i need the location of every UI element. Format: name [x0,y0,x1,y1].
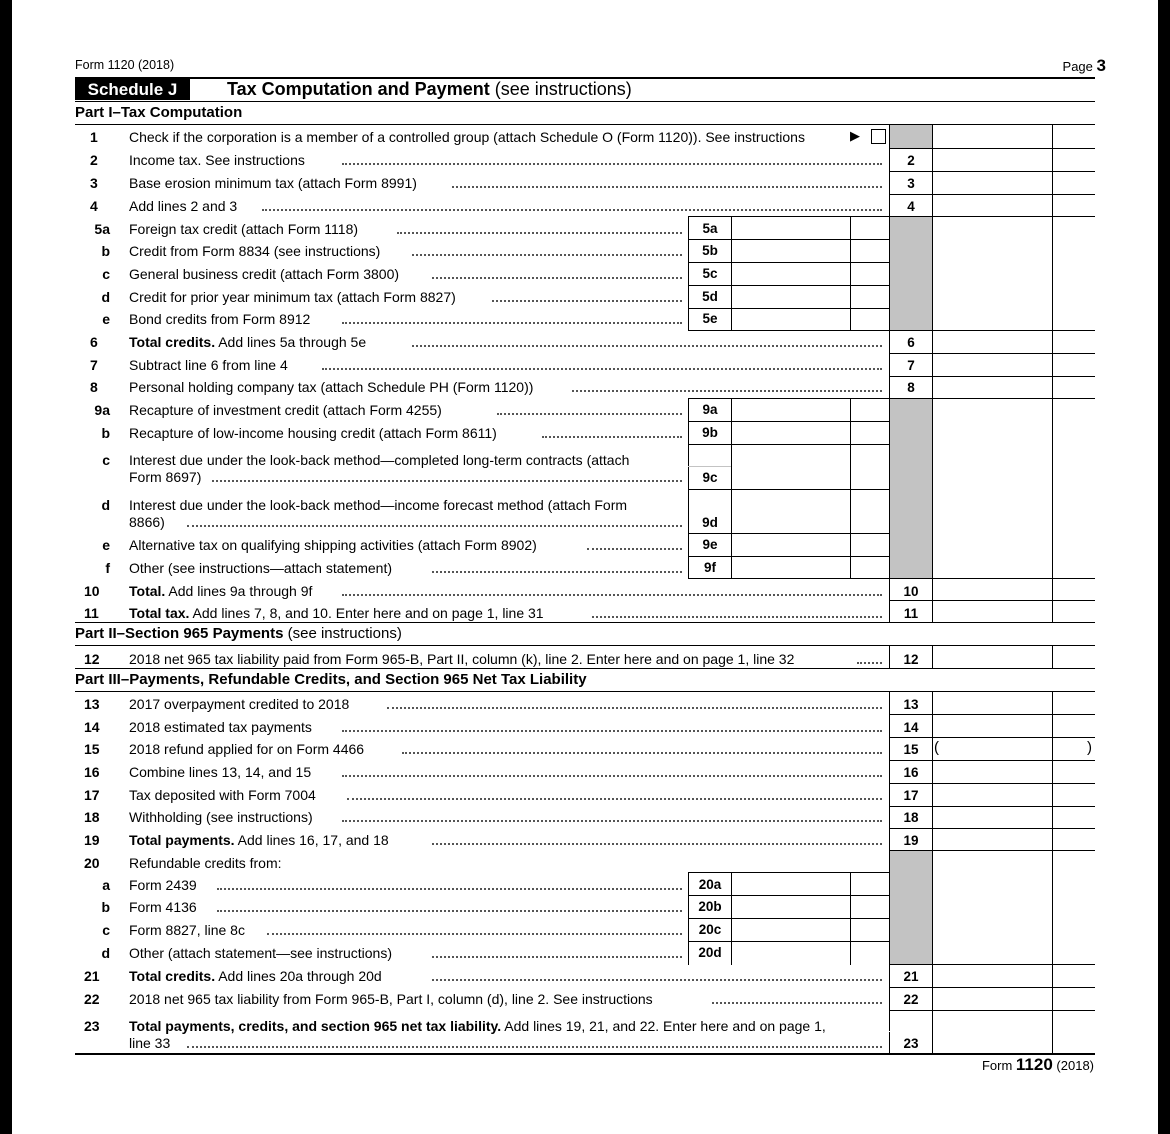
line-5b-label: Credit from Form 8834 (see instructions) [129,243,381,259]
line-18-box: 18 [903,810,919,825]
line-2-label: Income tax. See instructions [129,152,305,168]
line-20d-label: Other (attach statement—see instructions) [129,945,392,961]
line-2-box: 2 [907,153,915,168]
line-9b-box: 9b [702,425,718,440]
line-20c-label: Form 8827, line 8c [129,922,245,938]
line-7-num: 7 [90,357,98,373]
line-3-label: Base erosion minimum tax (attach Form 8991) [129,175,417,191]
line-2-num: 2 [90,152,98,168]
line-7-label: Subtract line 6 from line 4 [129,357,288,373]
line-17-box: 17 [903,788,919,803]
line-11-amount[interactable] [933,601,1052,622]
line-5b-box: 5b [702,243,718,258]
arrow-icon: ▶ [850,128,860,143]
line-5d-box: 5d [702,289,718,304]
line-15-close-paren: ) [1087,739,1092,756]
line-23-label: Total payments, credits, and section 965 net tax liability. Add lines 19, 21, and 22. Enter here and on page 1, line 33 [129,1018,826,1051]
line-1-label: Check if the corporation is a member of a controlled group (attach Schedule O (Form 1120)). See instructions [129,129,805,145]
line-9c-amount[interactable] [732,445,850,489]
line-5c-num: c [102,266,110,282]
line-5a-box: 5a [702,221,718,236]
line-16-label: Combine lines 13, 14, and 15 [129,764,312,780]
line-23-amount[interactable] [933,1011,1052,1053]
line-21-num: 21 [84,968,100,984]
line-5c-label: General business credit (attach Form 3800) [129,266,400,282]
line-16-num: 16 [84,764,100,780]
line-5c-amount[interactable] [732,263,850,285]
line-11-label: Total tax. Add lines 7, 8, and 10. Enter here and on page 1, line 31 [129,605,544,621]
line-11-box: 11 [903,606,919,621]
line-9c-label: Interest due under the look-back method—completed long-term contracts (attach Form 8697) [129,452,630,485]
line-22-label: 2018 net 965 tax liability from Form 965-B, Part I, column (d), line 2. See instructions [129,991,653,1007]
line-10-label: Total. Add lines 9a through 9f [129,583,313,599]
line-16-box: 16 [903,765,919,780]
line-3-num: 3 [90,175,98,191]
line-21-amount[interactable] [933,965,1052,987]
line-23-box: 23 [903,1036,919,1051]
line-5e-amount[interactable] [732,309,850,330]
line-22-num: 22 [84,991,100,1007]
line-9d-amount[interactable] [732,490,850,533]
line-13-amount[interactable] [933,692,1052,714]
line-14-amount[interactable] [933,715,1052,737]
line-7-box: 7 [907,358,915,373]
line-9f-amount[interactable] [732,557,850,578]
line-15-open-paren: ( [934,739,939,756]
line-20d-num: d [101,945,110,961]
line-18-num: 18 [84,809,100,825]
line-2-cents[interactable] [1053,149,1095,171]
line-5c-box: 5c [702,266,718,281]
line-9e-box: 9e [702,537,718,552]
line-5d-amount[interactable] [732,286,850,308]
form-id: Form 1120 (2018) [75,58,175,72]
line-20b-box: 20b [698,899,722,914]
line-9b-amount[interactable] [732,422,850,444]
line-12-label: 2018 net 965 tax liability paid from Form 965-B, Part II, column (k), line 2. Enter here and on page 1, line 32 [129,651,795,667]
line-5e-label: Bond credits from Form 8912 [129,311,311,327]
line-13-box: 13 [903,697,919,712]
line-9a-box: 9a [702,402,718,417]
line-10-num: 10 [84,583,100,599]
line-4-num: 4 [90,198,98,214]
line-6-box: 6 [907,335,915,350]
line-6-label: Total credits. Add lines 5a through 5e [129,334,367,350]
line-20c-num: c [102,922,110,938]
line-5a-label: Foreign tax credit (attach Form 1118) [129,221,359,237]
line-12-num: 12 [84,651,100,667]
line-7-amount[interactable] [933,354,1052,376]
line-9f-label: Other (see instructions—attach statement) [129,560,392,576]
line-4-box: 4 [907,199,915,214]
line-11-num: 11 [84,605,99,621]
line-20a-label: Form 2439 [129,877,197,893]
controlled-group-checkbox[interactable] [871,129,886,144]
line-5d-label: Credit for prior year minimum tax (attach Form 8827) [129,289,456,305]
schedule-label: Schedule J [75,79,190,100]
line-20b-amount[interactable] [732,896,850,918]
line-19-box: 19 [903,833,919,848]
line-9a-label: Recapture of investment credit (attach Form 4255) [129,402,442,418]
part3-title: Part III–Payments, Refundable Credits, and Section 965 Net Tax Liability [75,671,587,688]
line-16-amount[interactable] [933,761,1052,783]
line-13-num: 13 [84,696,100,712]
line-5d-num: d [101,289,110,305]
line-18-label: Withholding (see instructions) [129,809,313,825]
line-9e-amount[interactable] [732,534,850,556]
line-9d-box: 9d [702,515,718,530]
line-5a-num: 5a [94,221,110,237]
footer-form-id: Form 1120 (2018) [981,1055,1094,1074]
line-6-amount[interactable] [933,331,1052,353]
form-page [12,0,1158,1134]
line-20a-amount[interactable] [732,873,850,895]
line-20b-label: Form 4136 [129,899,197,915]
line-21-label: Total credits. Add lines 20a through 20d [129,968,382,984]
line-15-amount[interactable] [939,738,1052,760]
line-20a-box: 20a [698,877,722,892]
line-9b-num: b [101,425,110,441]
line-19-num: 19 [84,832,100,848]
line-8-label: Personal holding company tax (attach Schedule PH (Form 1120)) [129,379,534,395]
line-9b-label: Recapture of low-income housing credit (attach Form 8611) [129,425,497,441]
line-9c-num: c [102,452,110,468]
schedule-title: Tax Computation and Payment (see instructions) [227,79,632,99]
line-17-label: Tax deposited with Form 7004 [129,787,316,803]
line-5b-amount[interactable] [732,240,850,262]
line-22-box: 22 [903,992,919,1007]
line-9a-amount[interactable] [732,399,850,421]
line-8-box: 8 [907,380,915,395]
line-20-num: 20 [84,855,100,871]
line-8-amount[interactable] [933,377,1052,398]
line-19-amount[interactable] [933,829,1052,850]
line-14-label: 2018 estimated tax payments [129,719,312,735]
line-6-num: 6 [90,334,98,350]
line-13-label: 2017 overpayment credited to 2018 [129,696,350,712]
line-9f-num: f [105,560,110,576]
line-15-box: 15 [903,742,919,757]
line-5e-box: 5e [702,311,718,326]
line-19-label: Total payments. Add lines 16, 17, and 18 [129,832,389,848]
line-2-amount[interactable] [933,149,1052,171]
line-20c-box: 20c [698,922,722,937]
line-21-box: 21 [903,969,919,984]
line-10-box: 10 [903,584,919,599]
line-5e-num: e [102,311,110,327]
line-14-box: 14 [903,720,919,735]
part1-title: Part I–Tax Computation [75,104,243,121]
line-9a-num: 9a [94,402,110,418]
line-4-amount[interactable] [933,195,1052,216]
line-17-num: 17 [84,787,100,803]
line-3-box: 3 [907,176,915,191]
line-5b-num: b [101,243,110,259]
line-20d-amount[interactable] [732,942,850,964]
page-number: Page 3 [1062,56,1106,75]
line-22-amount[interactable] [933,988,1052,1010]
line-20b-num: b [101,899,110,915]
line-9e-num: e [102,537,110,553]
line-9f-box: 9f [703,560,716,575]
line-8-num: 8 [90,379,98,395]
line-17-amount[interactable] [933,784,1052,806]
line-20d-box: 20d [698,945,722,960]
line-1-num: 1 [90,129,98,145]
line-9d-num: d [101,497,110,513]
line-23-num: 23 [84,1018,100,1034]
part2-title: Part II–Section 965 Payments (see instructions) [75,625,402,642]
line-15-num: 15 [84,741,100,757]
line-15-label: 2018 refund applied for on Form 4466 [129,741,365,757]
line-3-amount[interactable] [933,172,1052,194]
line-9c-box: 9c [702,470,718,485]
line-18-amount[interactable] [933,807,1052,828]
line-5a-amount[interactable] [732,217,850,239]
line-20a-num: a [102,877,110,893]
line-12-amount[interactable] [933,646,1052,668]
line-10-amount[interactable] [933,579,1052,600]
line-9e-label: Alternative tax on qualifying shipping activities (attach Form 8902) [129,537,537,553]
line-20c-amount[interactable] [732,919,850,941]
line-9d-label: Interest due under the look-back method—income forecast method (attach Form 8866) [129,497,628,530]
line-4-label: Add lines 2 and 3 [129,198,238,214]
line-14-num: 14 [84,719,100,735]
line-20-label: Refundable credits from: [129,855,282,871]
line-12-box: 12 [903,652,919,667]
